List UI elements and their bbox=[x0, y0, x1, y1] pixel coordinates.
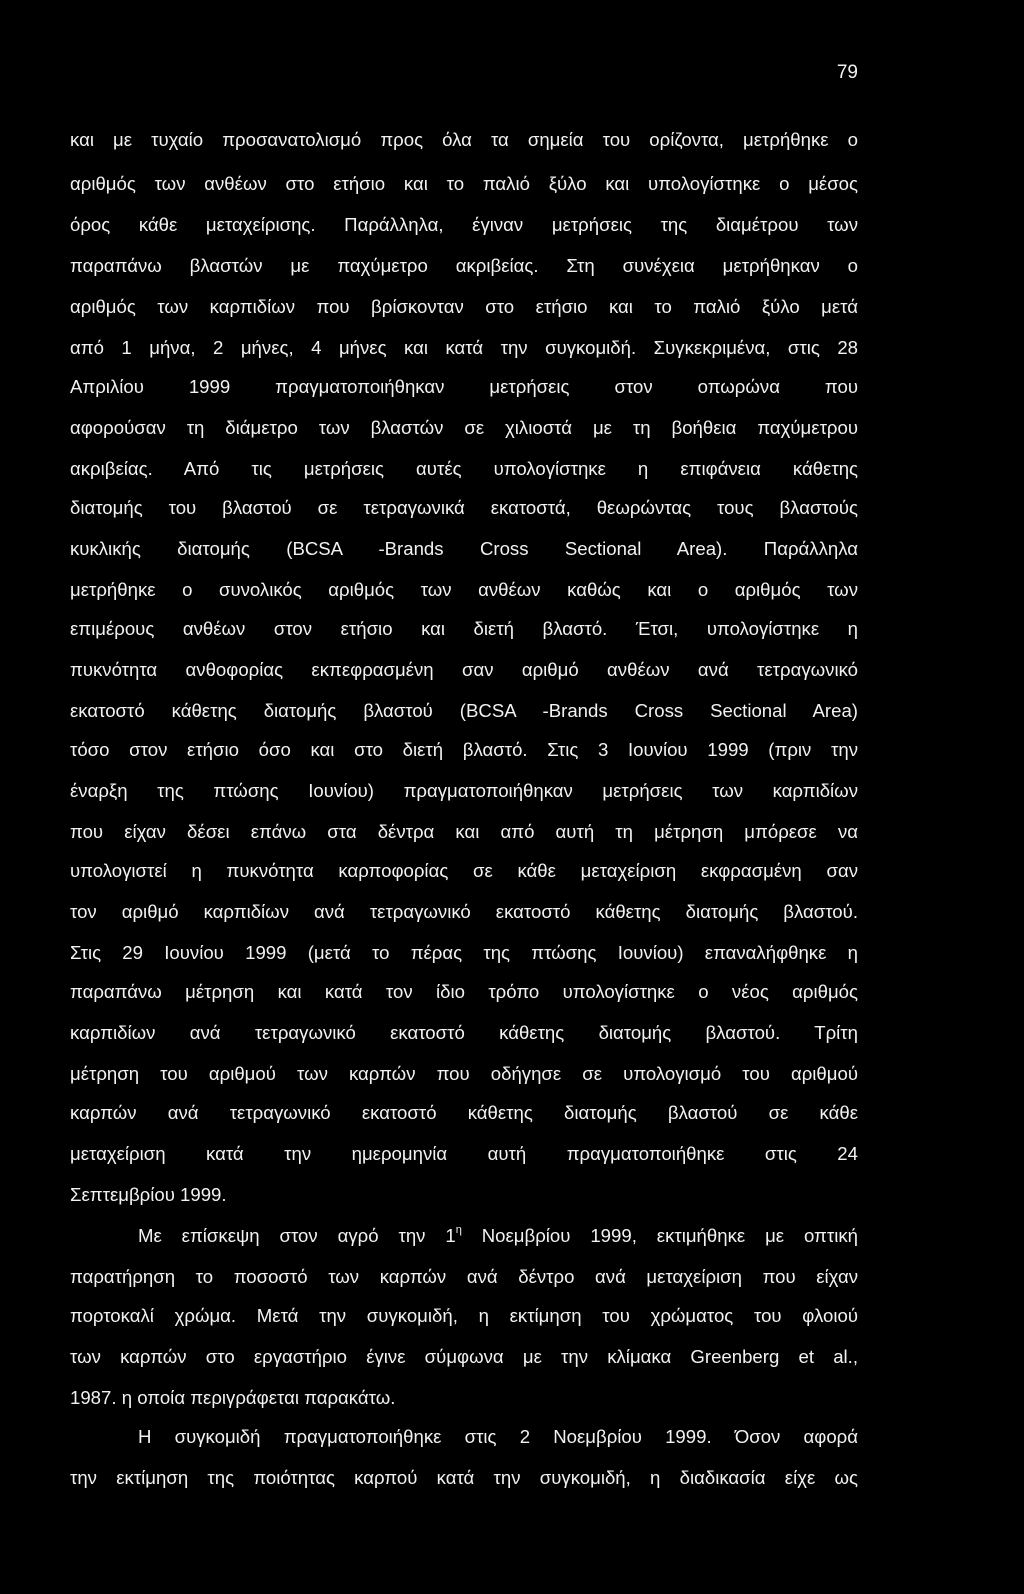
text-line: παραπάνω μέτρηση και κατά τον ίδιο τρόπο υπολογίστηκε ο νέος αριθμός bbox=[70, 981, 858, 1002]
text-line: μέτρηση του αριθμού των καρπών που οδήγησε σε υπολογισμό του αριθμού bbox=[70, 1063, 858, 1084]
text-line: και με τυχαίο προσανατολισμό προς όλα τα σημεία του ορίζοντα, μετρήθηκε ο bbox=[70, 129, 858, 150]
text-line: Απριλίου 1999 πραγματοποιήθηκαν μετρήσεις στον οπωρώνα που bbox=[70, 376, 858, 397]
text-line: επιμέρους ανθέων στον ετήσιο και διετή βλαστό. Έτσι, υπολογίστηκε η bbox=[70, 618, 858, 639]
text-line: κυκλικής διατομής (BCSA -Brands Cross Sectional Area). Παράλληλα bbox=[70, 538, 858, 559]
text-line: από 1 μήνα, 2 μήνες, 4 μήνες και κατά την συγκομιδή. Συγκεκριμένα, στις 28 bbox=[70, 337, 858, 358]
text-line: καρπών ανά τετραγωνικό εκατοστό κάθετης διατομής βλαστού σε κάθε bbox=[70, 1102, 858, 1123]
text-line: όρος κάθε μεταχείρισης. Παράλληλα, έγιναν μετρήσεις της διαμέτρου των bbox=[70, 214, 858, 235]
text-line: πορτοκαλί χρώμα. Μετά την συγκομιδή, η εκτίμηση του χρώματος του φλοιού bbox=[70, 1305, 858, 1326]
text-line: αριθμός των ανθέων στο ετήσιο και το παλιό ξύλο και υπολογίστηκε ο μέσος bbox=[70, 173, 858, 194]
text-line: Στις 29 Ιουνίου 1999 (μετά το πέρας της πτώσης Ιουνίου) επαναλήφθηκε η bbox=[70, 942, 858, 963]
text-line: υπολογιστεί η πυκνότητα καρποφορίας σε κάθε μεταχείριση εκφρασμένη σαν bbox=[70, 860, 858, 881]
text-line: την εκτίμηση της ποιότητας καρπού κατά την συγκομιδή, η διαδικασία είχε ως bbox=[70, 1467, 858, 1488]
page-number: 79 bbox=[836, 62, 858, 83]
text-line: αριθμός των καρπιδίων που βρίσκονταν στο ετήσιο και το παλιό ξύλο μετά bbox=[70, 296, 858, 317]
text-line: Η συγκομιδή πραγματοποιήθηκε στις 2 Νοεμβρίου 1999. Όσον αφορά bbox=[138, 1426, 858, 1447]
text-line: που είχαν δέσει επάνω στα δέντρα και από αυτή τη μέτρηση μπόρεσε να bbox=[70, 821, 858, 842]
text-line: των καρπών στο εργαστήριο έγινε σύμφωνα με την κλίμακα Greenberg et al., bbox=[70, 1346, 858, 1367]
text-line: μεταχείριση κατά την ημερομηνία αυτή πραγματοποιήθηκε στις 24 bbox=[70, 1143, 858, 1164]
text-line: πυκνότητα ανθοφορίας εκπεφρασμένη σαν αριθμό ανθέων ανά τετραγωνικό bbox=[70, 659, 858, 680]
text-line: αφορούσαν τη διάμετρο των βλαστών σε χιλιοστά με τη βοήθεια παχύμετρου bbox=[70, 417, 858, 438]
text-line: μετρήθηκε ο συνολικός αριθμός των ανθέων καθώς και ο αριθμός των bbox=[70, 579, 858, 600]
text-line: διατομής του βλαστού σε τετραγωνικά εκατοστά, θεωρώντας τους βλαστούς bbox=[70, 497, 858, 518]
text-line: τον αριθμό καρπιδίων ανά τετραγωνικό εκατοστό κάθετης διατομής βλαστού. bbox=[70, 901, 858, 922]
text-line: τόσο στον ετήσιο όσο και στο διετή βλαστό. Στις 3 Ιουνίου 1999 (πριν την bbox=[70, 739, 858, 760]
text-line: 1987. η οποία περιγράφεται παρακάτω. bbox=[70, 1387, 396, 1408]
text-line: ακριβείας. Από τις μετρήσεις αυτές υπολογίστηκε η επιφάνεια κάθετης bbox=[70, 458, 858, 479]
text-line: παρατήρηση το ποσοστό των καρπών ανά δέντρο ανά μεταχείριση που είχαν bbox=[70, 1266, 858, 1287]
text-line: παραπάνω βλαστών με παχύμετρο ακριβείας. Στη συνέχεια μετρήθηκαν ο bbox=[70, 255, 858, 276]
text-line: καρπιδίων ανά τετραγωνικό εκατοστό κάθετης διατομής βλαστού. Τρίτη bbox=[70, 1022, 858, 1043]
text-line: Με επίσκεψη στον αγρό την $1^\eta$ Νοεμβρίου 1999, εκτιμήθηκε με οπτική bbox=[138, 1224, 859, 1246]
text-line: εκατοστό κάθετης διατομής βλαστού (BCSA -Brands Cross Sectional Area) bbox=[70, 700, 858, 721]
text-line: έναρξη της πτώσης Ιουνίου) πραγματοποιήθηκαν μετρήσεις των καρπιδίων bbox=[70, 780, 858, 801]
superscript: η bbox=[455, 1224, 462, 1236]
text-line: Σεπτεμβρίου 1999. bbox=[70, 1184, 227, 1205]
